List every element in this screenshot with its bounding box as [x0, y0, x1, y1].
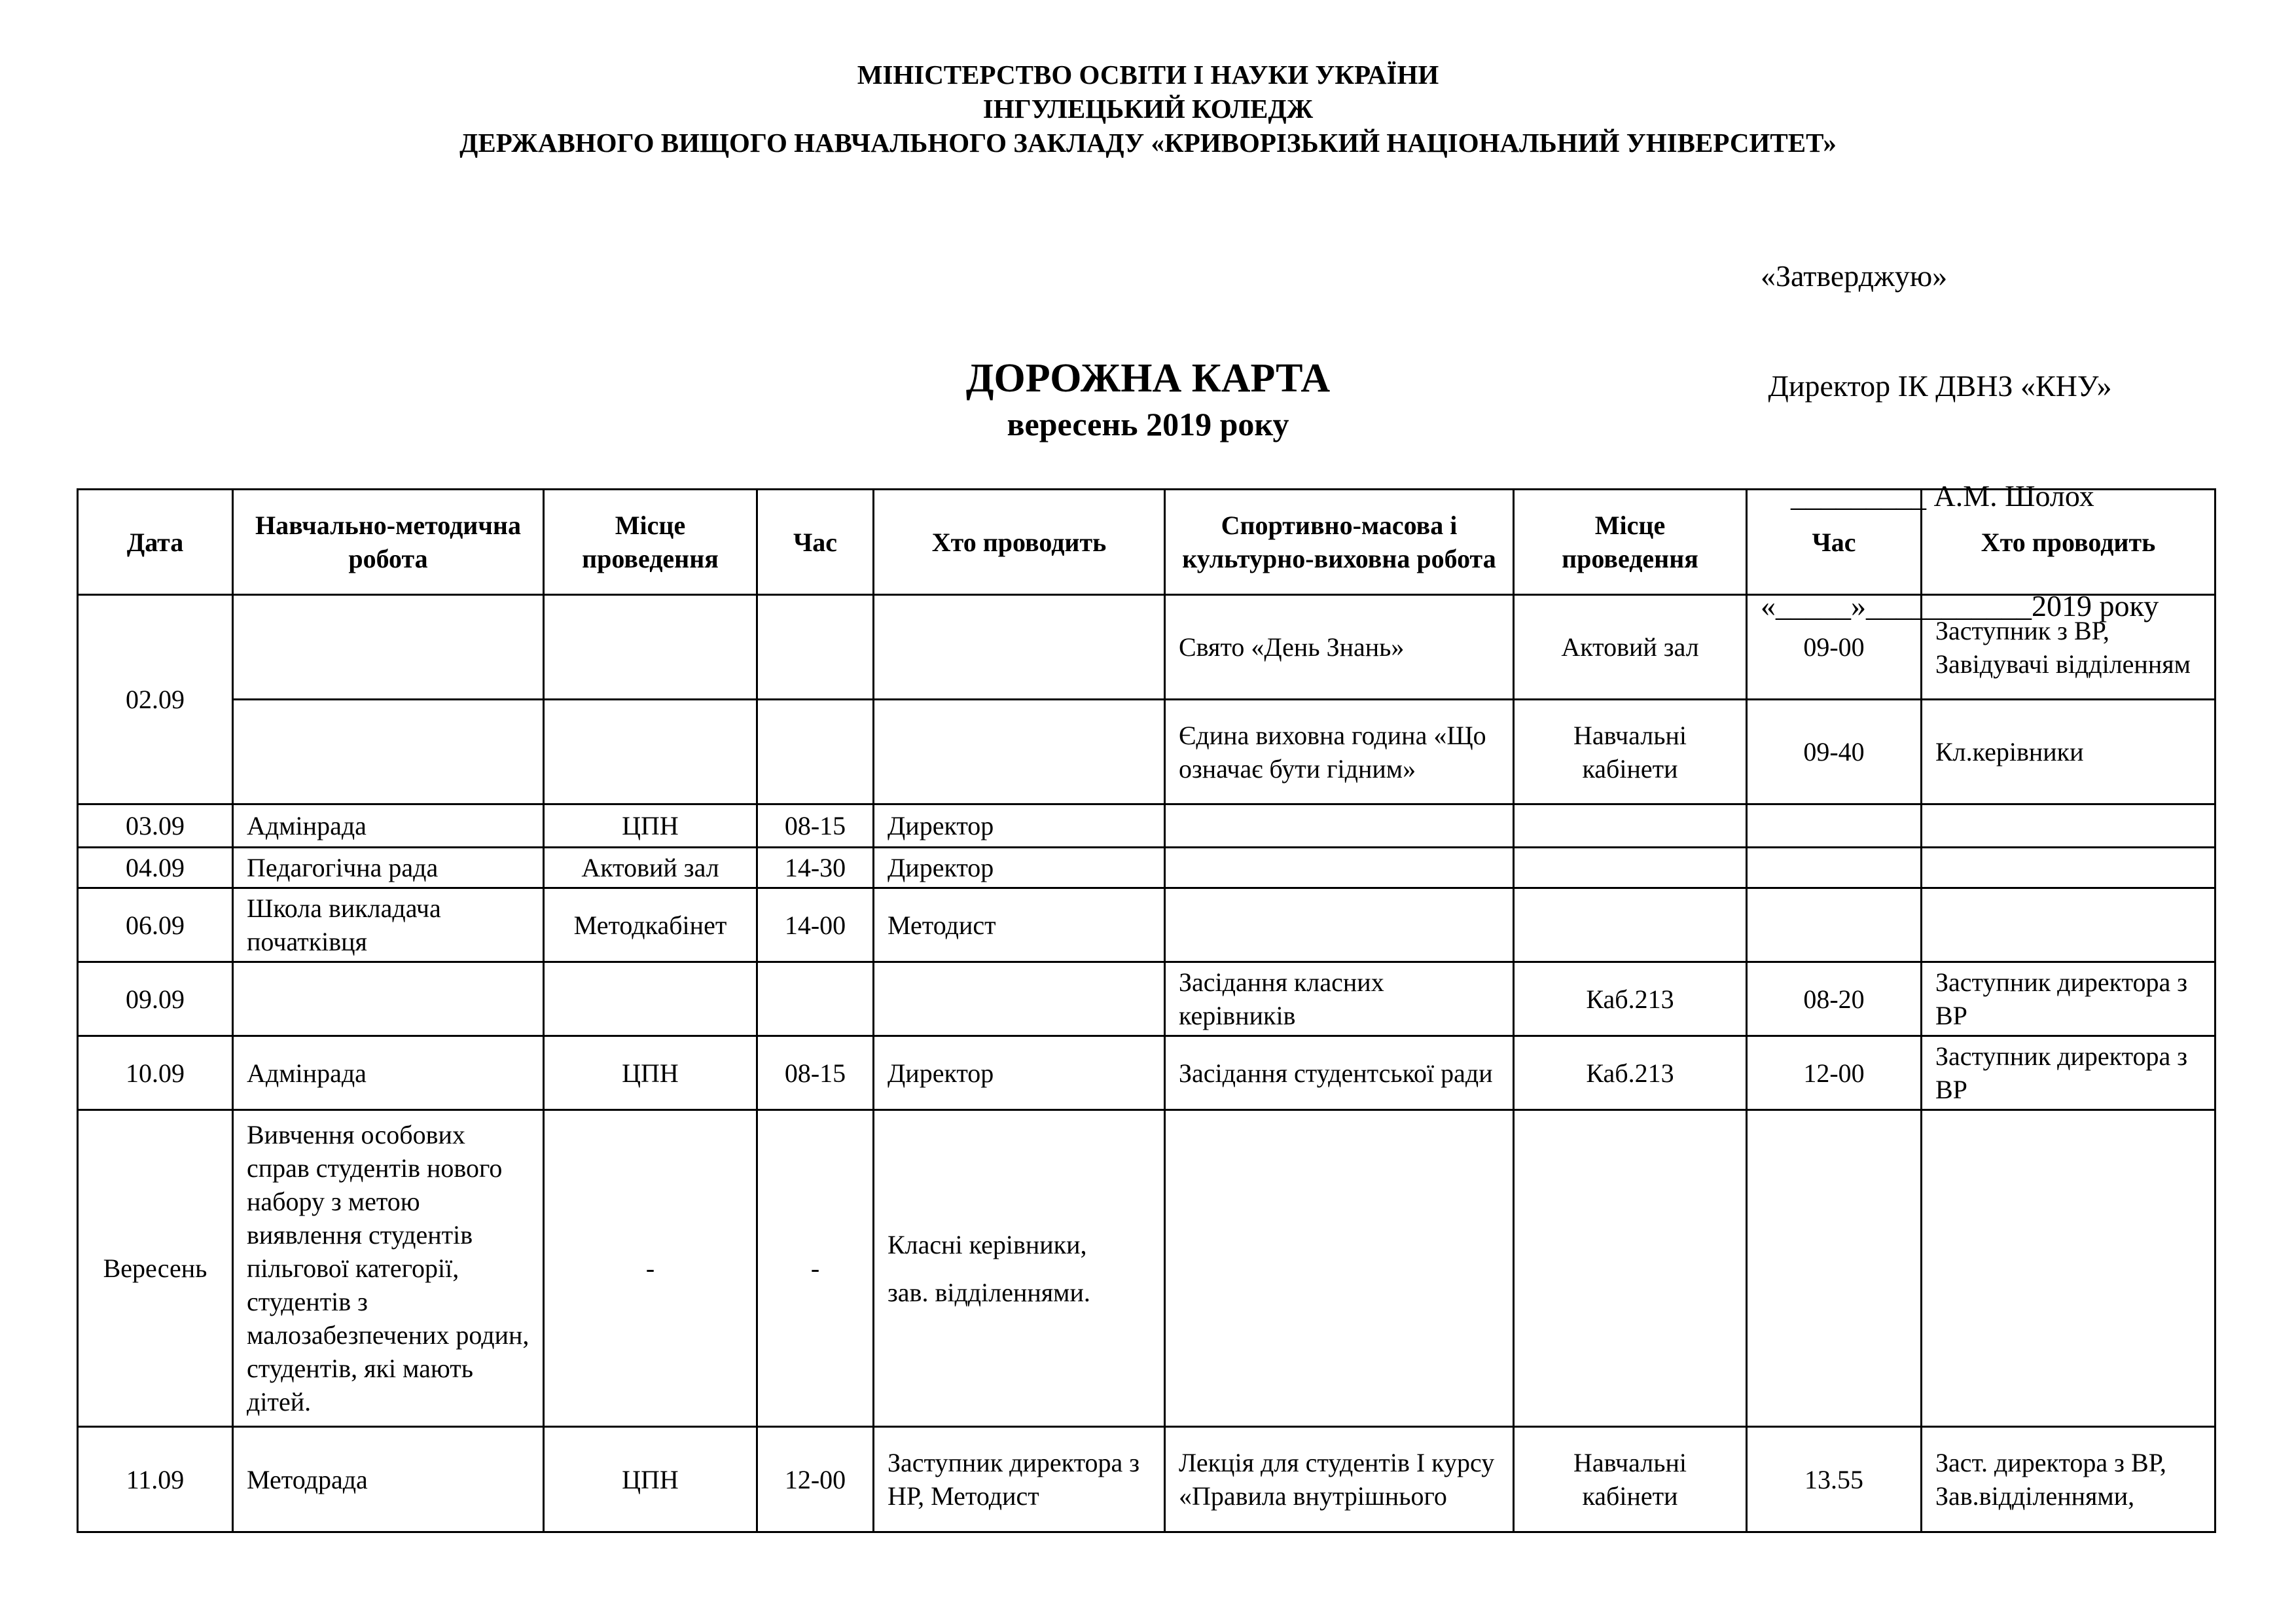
cell-who-2 [1922, 1110, 2215, 1427]
cell-time-2 [1747, 888, 1922, 962]
cell-place: Методкабінет [544, 888, 757, 962]
table-row [78, 848, 2215, 888]
cell-who: Заступник директора з НР, Методист [874, 1427, 1165, 1532]
cell-who [874, 595, 1165, 700]
cell-who-2 [1922, 804, 2215, 848]
cell-time: 08-15 [757, 804, 874, 848]
cell-place-2: Навчальні кабінети [1514, 700, 1747, 804]
approval-signature: _________ А.М. Шолох [1761, 479, 2094, 513]
cell-place [544, 595, 757, 700]
cell-place: Актовий зал [544, 848, 757, 888]
cell-time [757, 700, 874, 804]
header-who-2: Хто проводить [1922, 490, 2215, 595]
cell-place: ЦПН [544, 1427, 757, 1532]
cell-time-2 [1747, 1110, 1922, 1427]
cell-who [874, 1110, 1165, 1427]
cell-event: Засідання студентської ради [1165, 1036, 1514, 1110]
approval-date: «_____»___________2019 року [1761, 589, 2159, 623]
who-line: Класні керівники, [888, 1229, 1087, 1259]
cell-date: 10.09 [78, 1036, 233, 1110]
table-row [78, 962, 2215, 1036]
cell-edu-work [233, 700, 544, 804]
table-row [78, 804, 2215, 848]
cell-who-2 [1922, 888, 2215, 962]
cell-who [874, 962, 1165, 1036]
cell-place-2: Каб.213 [1514, 962, 1747, 1036]
table-row [78, 1110, 2215, 1427]
cell-who-2: Заступник з ВР, Завідувачі відділенням [1922, 595, 2215, 700]
cell-place-2 [1514, 848, 1747, 888]
title-period: вересень 2019 року [1007, 406, 1289, 442]
approval-position: Директор ІК ДВНЗ «КНУ» [1761, 369, 2112, 403]
table-header-row [78, 490, 2215, 595]
cell-time-2: 13.55 [1747, 1427, 1922, 1532]
cell-edu-work: Адмінрада [233, 804, 544, 848]
cell-place-2: Каб.213 [1514, 1036, 1747, 1110]
header-sport-work: Спортивно-масова і культурно-виховна робота [1165, 490, 1514, 595]
document-header [0, 58, 2296, 160]
cell-edu-work: Методрада [233, 1427, 544, 1532]
cell-edu-work: Адмінрада [233, 1036, 544, 1110]
cell-edu-work [233, 962, 544, 1036]
cell-who-2 [1922, 848, 2215, 888]
header-edu-work: Навчально-методична робота [233, 490, 544, 595]
cell-date: 04.09 [78, 848, 233, 888]
title-main: ДОРОЖНА КАРТА [965, 356, 1331, 401]
table-row [78, 888, 2215, 962]
cell-date: 02.09 [78, 595, 233, 804]
cell-time: 14-30 [757, 848, 874, 888]
cell-who: Директор [874, 848, 1165, 888]
cell-time-2: 09-40 [1747, 700, 1922, 804]
header-place-2: Місце проведення [1514, 490, 1747, 595]
who-line: зав. відділеннями. [888, 1277, 1090, 1307]
cell-place [544, 700, 757, 804]
table-row [78, 700, 2215, 804]
cell-event [1165, 804, 1514, 848]
cell-who-2: Кл.керівники [1922, 700, 2215, 804]
cell-event [1165, 848, 1514, 888]
cell-date: 03.09 [78, 804, 233, 848]
college-name: ІНГУЛЕЦЬКИЙ КОЛЕДЖ [982, 94, 1314, 124]
cell-who-2: Заступник директора з ВР [1922, 962, 2215, 1036]
cell-event: Єдина виховна година «Що означає бути гідним» [1165, 700, 1514, 804]
cell-who: Директор [874, 1036, 1165, 1110]
cell-time: 08-15 [757, 1036, 874, 1110]
cell-time-2: 09-00 [1747, 595, 1922, 700]
cell-who-2: Заступник директора з ВР [1922, 1036, 2215, 1110]
cell-place [544, 962, 757, 1036]
cell-time: - [757, 1110, 874, 1427]
cell-time-2: 12-00 [1747, 1036, 1922, 1110]
cell-time-2: 08-20 [1747, 962, 1922, 1036]
ministry-name: МІНІСТЕРСТВО ОСВІТИ І НАУКИ УКРАЇНИ [857, 60, 1439, 90]
roadmap-table [77, 488, 2216, 1533]
cell-place-2 [1514, 1110, 1747, 1427]
cell-time [757, 962, 874, 1036]
cell-place-2: Навчальні кабінети [1514, 1427, 1747, 1532]
cell-event: Лекція для студентів І курсу «Правила внутрішнього [1165, 1427, 1514, 1532]
cell-who-2: Заст. директора з ВР, Зав.відділеннями, [1922, 1427, 2215, 1532]
cell-place: - [544, 1110, 757, 1427]
header-who: Хто проводить [874, 490, 1165, 595]
cell-who: Директор [874, 804, 1165, 848]
cell-edu-work: Педагогічна рада [233, 848, 544, 888]
cell-date: 09.09 [78, 962, 233, 1036]
cell-date: 11.09 [78, 1427, 233, 1532]
cell-place-2 [1514, 888, 1747, 962]
cell-who: Методист [874, 888, 1165, 962]
header-place: Місце проведення [544, 490, 757, 595]
cell-time-2 [1747, 804, 1922, 848]
header-time: Час [757, 490, 874, 595]
cell-event [1165, 888, 1514, 962]
cell-event: Свято «День Знань» [1165, 595, 1514, 700]
cell-date: 06.09 [78, 888, 233, 962]
cell-date: Вересень [78, 1110, 233, 1427]
cell-place-2 [1514, 804, 1747, 848]
cell-place: ЦПН [544, 1036, 757, 1110]
cell-time: 12-00 [757, 1427, 874, 1532]
header-date: Дата [78, 490, 233, 595]
cell-time [757, 595, 874, 700]
table-row [78, 595, 2215, 700]
approval-label: «Затверджую» [1761, 259, 1948, 293]
cell-edu-work: Школа викладача початківця [233, 888, 544, 962]
document-title [0, 353, 2296, 445]
cell-place: ЦПН [544, 804, 757, 848]
cell-edu-work [233, 595, 544, 700]
cell-event [1165, 1110, 1514, 1427]
table-row [78, 1427, 2215, 1532]
header-time-2: Час [1747, 490, 1922, 595]
cell-edu-work: Вивчення особових справ студентів нового набору з метою виявлення студентів пільгової категорії, студентів з малозабезпечених родин, студентів, які мають дітей. [233, 1110, 544, 1427]
cell-event: Засідання класних керівників [1165, 962, 1514, 1036]
cell-time-2 [1747, 848, 1922, 888]
cell-place-2: Актовий зал [1514, 595, 1747, 700]
table-row [78, 1036, 2215, 1110]
cell-time: 14-00 [757, 888, 874, 962]
cell-who [874, 700, 1165, 804]
institution-name: ДЕРЖАВНОГО ВИЩОГО НАВЧАЛЬНОГО ЗАКЛАДУ «КРИВОРІЗЬКИЙ НАЦІОНАЛЬНИЙ УНІВЕРСИТЕТ» [459, 128, 1837, 158]
